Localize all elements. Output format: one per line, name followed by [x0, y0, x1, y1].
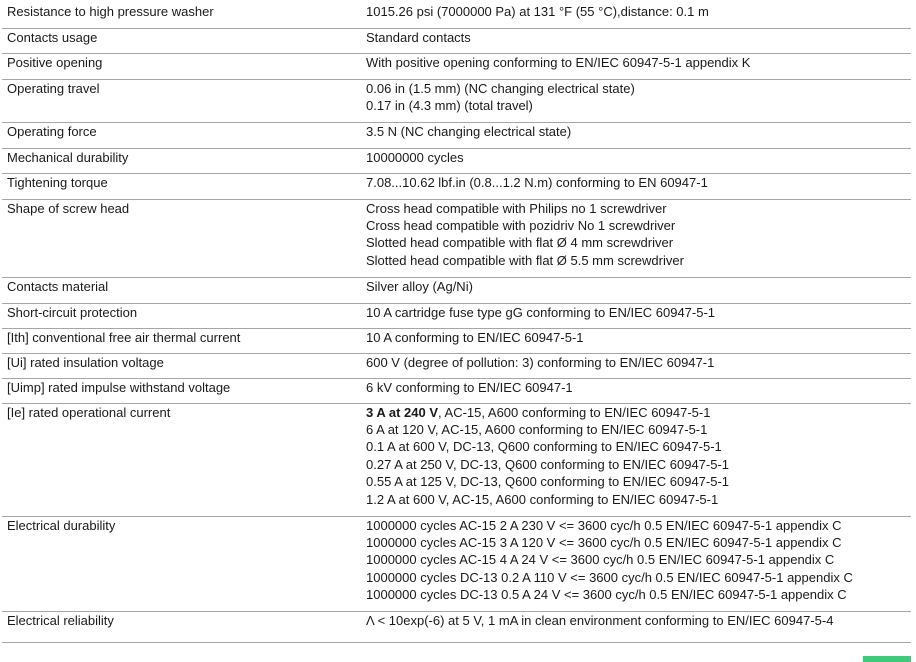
spec-row	[2, 28, 911, 53]
spec-label: Operating force	[7, 123, 97, 139]
spec-label: Positive opening	[7, 54, 103, 70]
spec-value	[357, 3, 911, 28]
spec-row	[2, 328, 911, 353]
spec-row	[2, 303, 911, 328]
spec-value-line: Cross head compatible with Philips no 1 screwdriver	[366, 200, 667, 216]
spec-row	[2, 378, 911, 403]
spec-label: Electrical durability	[7, 517, 116, 533]
spec-value-line: Slotted head compatible with flat Ø 4 mm screwdriver	[366, 235, 674, 251]
spec-value	[357, 611, 911, 642]
spec-value	[357, 28, 911, 53]
spec-value	[357, 122, 911, 148]
spec-value-line: 0.55 A at 125 V, DC-13, Q600 conforming to EN/IEC 60947-5-1	[366, 474, 730, 490]
spec-value	[357, 173, 911, 199]
spec-value-line: 1.2 A at 600 V, AC-15, A600 conforming to EN/IEC 60947-5-1	[366, 491, 719, 507]
spec-label: Contacts material	[7, 278, 109, 294]
spec-value	[357, 53, 911, 79]
spec-value-line: 0.1 A at 600 V, DC-13, Q600 conforming to EN/IEC 60947-5-1	[366, 439, 722, 455]
spec-value-line: 600 V (degree of pollution: 3) conforming to EN/IEC 60947-1	[366, 354, 715, 370]
spec-value-line: Slotted head compatible with flat Ø 5.5 mm screwdriver	[366, 252, 684, 268]
spec-value	[357, 79, 911, 122]
spec-label: Short-circuit protection	[7, 304, 138, 320]
spec-label: Operating travel	[7, 80, 100, 96]
spec-value-line: 0.27 A at 250 V, DC-13, Q600 conforming to EN/IEC 60947-5-1	[366, 456, 730, 472]
spec-label: [Ith] conventional free air thermal current	[7, 329, 241, 345]
spec-label: Shape of screw head	[7, 200, 130, 216]
spec-label: Resistance to high pressure washer	[7, 4, 214, 19]
spec-value-rest: , AC-15, A600 conforming to EN/IEC 60947-5-1	[438, 404, 711, 420]
spec-row	[2, 611, 911, 642]
spec-value-line: Λ < 10exp(-6) at 5 V, 1 mA in clean environment conforming to EN/IEC 60947-5-4	[366, 612, 834, 628]
spec-value-line: 1000000 cycles DC-13 0.2 A 110 V <= 3600 cyc/h 0.5 EN/IEC 60947-5-1 appendix C	[366, 569, 853, 585]
spec-label: Electrical reliability	[7, 612, 114, 628]
spec-row	[2, 403, 911, 516]
spec-value-line: 10000000 cycles	[366, 149, 464, 165]
spec-value-line: 10 A conforming to EN/IEC 60947-5-1	[366, 329, 584, 345]
spec-row	[2, 516, 911, 611]
spec-value	[357, 277, 911, 303]
spec-value-line: Cross head compatible with pozidriv No 1 screwdriver	[366, 217, 676, 233]
spec-value-line: 10 A cartridge fuse type gG conforming to EN/IEC 60947-5-1	[366, 304, 716, 320]
spec-value-line: 1000000 cycles DC-13 0.5 A 24 V <= 3600 cyc/h 0.5 EN/IEC 60947-5-1 appendix C	[366, 587, 847, 603]
accent-bar	[863, 656, 911, 662]
spec-table	[2, 3, 911, 643]
spec-value	[357, 328, 911, 353]
spec-row	[2, 173, 911, 199]
spec-row	[2, 353, 911, 378]
spec-value	[357, 353, 911, 378]
spec-table-body	[2, 3, 911, 642]
spec-label: [Uimp] rated impulse withstand voltage	[7, 379, 231, 395]
spec-value-line: 1000000 cycles AC-15 2 A 230 V <= 3600 cyc/h 0.5 EN/IEC 60947-5-1 appendix C	[366, 517, 842, 533]
spec-value-line: 1000000 cycles AC-15 4 A 24 V <= 3600 cyc/h 0.5 EN/IEC 60947-5-1 appendix C	[366, 552, 835, 568]
spec-value-emphasis: 3 A at 240 V	[366, 404, 439, 420]
spec-value-line: 0.17 in (4.3 mm) (total travel)	[366, 97, 533, 113]
spec-value	[357, 199, 911, 277]
spec-label: Tightening torque	[7, 174, 108, 190]
spec-row	[2, 148, 911, 173]
spec-value	[357, 148, 911, 173]
spec-row	[2, 199, 911, 277]
spec-value-line: 7.08...10.62 lbf.in (0.8...1.2 N.m) conforming to EN 60947-1	[366, 174, 708, 190]
spec-value-line	[366, 404, 911, 421]
spec-row	[2, 3, 911, 28]
spec-value-line: Standard contacts	[366, 29, 471, 45]
spec-row	[2, 122, 911, 148]
spec-row	[2, 79, 911, 122]
spec-label: Contacts usage	[7, 29, 98, 45]
spec-value-line: Silver alloy (Ag/Ni)	[366, 278, 473, 294]
spec-value	[357, 378, 911, 403]
spec-row	[2, 277, 911, 303]
spec-row	[2, 53, 911, 79]
spec-value	[357, 403, 911, 516]
spec-label: [Ui] rated insulation voltage	[7, 354, 164, 370]
spec-label: [Ie] rated operational current	[7, 404, 171, 420]
spec-value-line: 6 kV conforming to EN/IEC 60947-1	[366, 379, 573, 395]
spec-value	[357, 303, 911, 328]
spec-value-line: 1000000 cycles AC-15 3 A 120 V <= 3600 cyc/h 0.5 EN/IEC 60947-5-1 appendix C	[366, 534, 842, 550]
spec-value-line: 0.06 in (1.5 mm) (NC changing electrical state)	[366, 80, 635, 96]
spec-value-line: With positive opening conforming to EN/IEC 60947-5-1 appendix K	[366, 54, 751, 70]
spec-value-line: 3.5 N (NC changing electrical state)	[366, 123, 572, 139]
spec-value-line: 6 A at 120 V, AC-15, A600 conforming to EN/IEC 60947-5-1	[366, 421, 708, 437]
spec-label: Mechanical durability	[7, 149, 129, 165]
spec-value-line: 1015.26 psi (7000000 Pa) at 131 °F (55 °C),distance: 0.1 m	[366, 4, 709, 19]
spec-value	[357, 516, 911, 611]
